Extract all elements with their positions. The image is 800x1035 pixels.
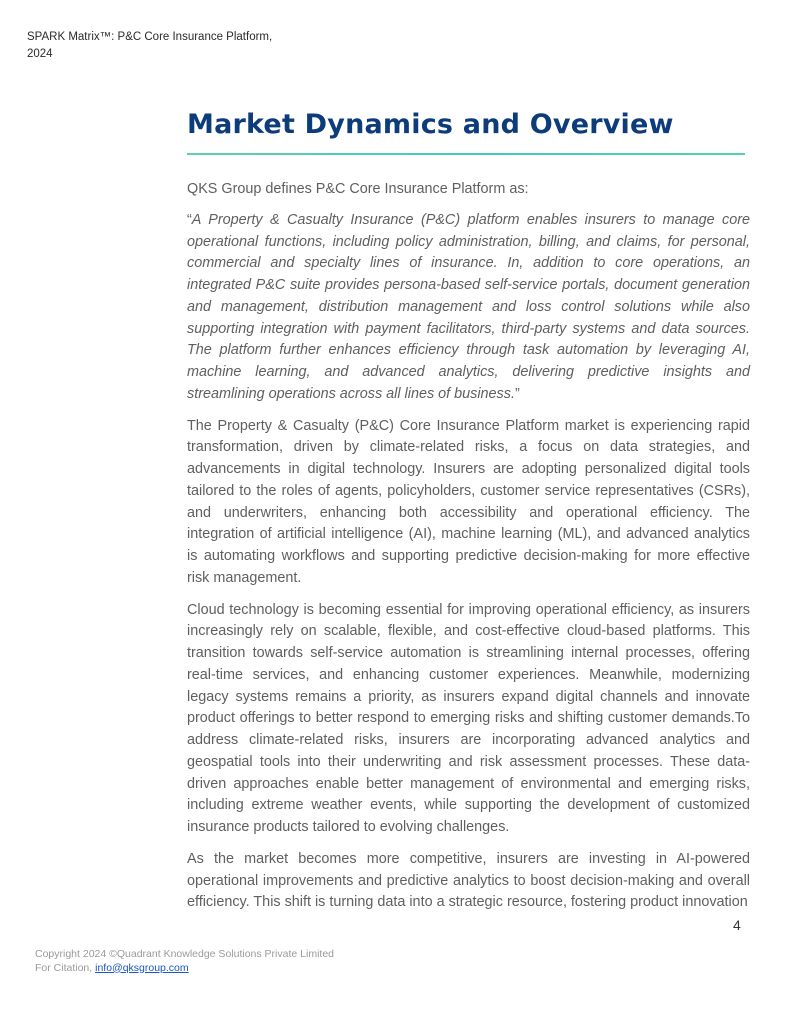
body-paragraph-3: As the market becomes more competitive, insurers are investing in AI-powered operational improvements and predictive analytics to boost decision-making and overall efficiency. This shift is turning data into a strategic resource, fostering product innovation (187, 850, 750, 911)
body-paragraph-2: Cloud technology is becoming essential for improving operational efficiency, as insurers increasingly rely on scalable, flexible, and cost-effective cloud-based platforms. This transition towards self-service automation is streamlining internal processes, offering real-time services, and enhancing customer experiences. Meanwhile, modernizing legacy systems remains a priority, as insurers expand digital channels and innovate product offerings to better respond to emerging risks and shifting customer demands.To address climate-related risks, insurers are incorporating advanced analytics and geospatial tools into their underwriting and risk assessment processes. These data-driven approaches enable better management of environmental and emerging risks, including extreme weather events, while supporting the development of customized insurance products tailored to evolving challenges. (187, 601, 750, 835)
body-paragraph-1: The Property & Casualty (P&C) Core Insurance Platform market is experiencing rapid transformation, driven by climate-related risks, a focus on data strategies, and advancements in digital technology. Insurers are adopting personalized digital tools tailored to the roles of agents, policyholders, customer service representatives (CSRs), and underwriters, enhancing both accessibility and operational efficiency. The integration of artificial intelligence (AI), machine learning (ML), and advanced analytics is automating workflows and supporting predictive decision-making for more effective risk management. (187, 417, 750, 586)
citation-email-link[interactable]: info@qksgroup.com (95, 961, 189, 974)
main-content (187, 100, 750, 914)
heading-divider (187, 153, 745, 155)
footer (35, 948, 334, 975)
quote-close-mark: ” (514, 385, 520, 402)
citation-label: For Citation, (35, 961, 96, 974)
definition-quote (187, 210, 750, 406)
quote-text: A Property & Casualty Insurance (P&C) platform enables insurers to manage core operational functions, including policy administration, billing, and claims, for personal, commercial and specialty lines of insurance. In, addition to core operations, an integrated P&C suite provides persona-based self-service portals, document generation and management, distribution management and loss control solutions while also supporting integration with payment facilitators, third-party systems and data sources. The platform further enhances efficiency through task automation by leveraging AI, machine learning, and advanced analytics, delivering predictive insights and streamlining operations across all lines of business. (187, 211, 750, 402)
report-title: SPARK Matrix™: P&C Core Insurance Platform, 2024 (27, 31, 273, 60)
copyright-text: Copyright 2024 ©Quadrant Knowledge Solutions Private Limited (35, 948, 334, 960)
citation-line (35, 962, 334, 976)
page-number: 4 (733, 917, 741, 933)
quote-open-mark: “ (187, 211, 192, 228)
intro-paragraph: QKS Group defines P&C Core Insurance Platform as: (187, 181, 529, 197)
page-heading: Market Dynamics and Overview (187, 109, 674, 140)
